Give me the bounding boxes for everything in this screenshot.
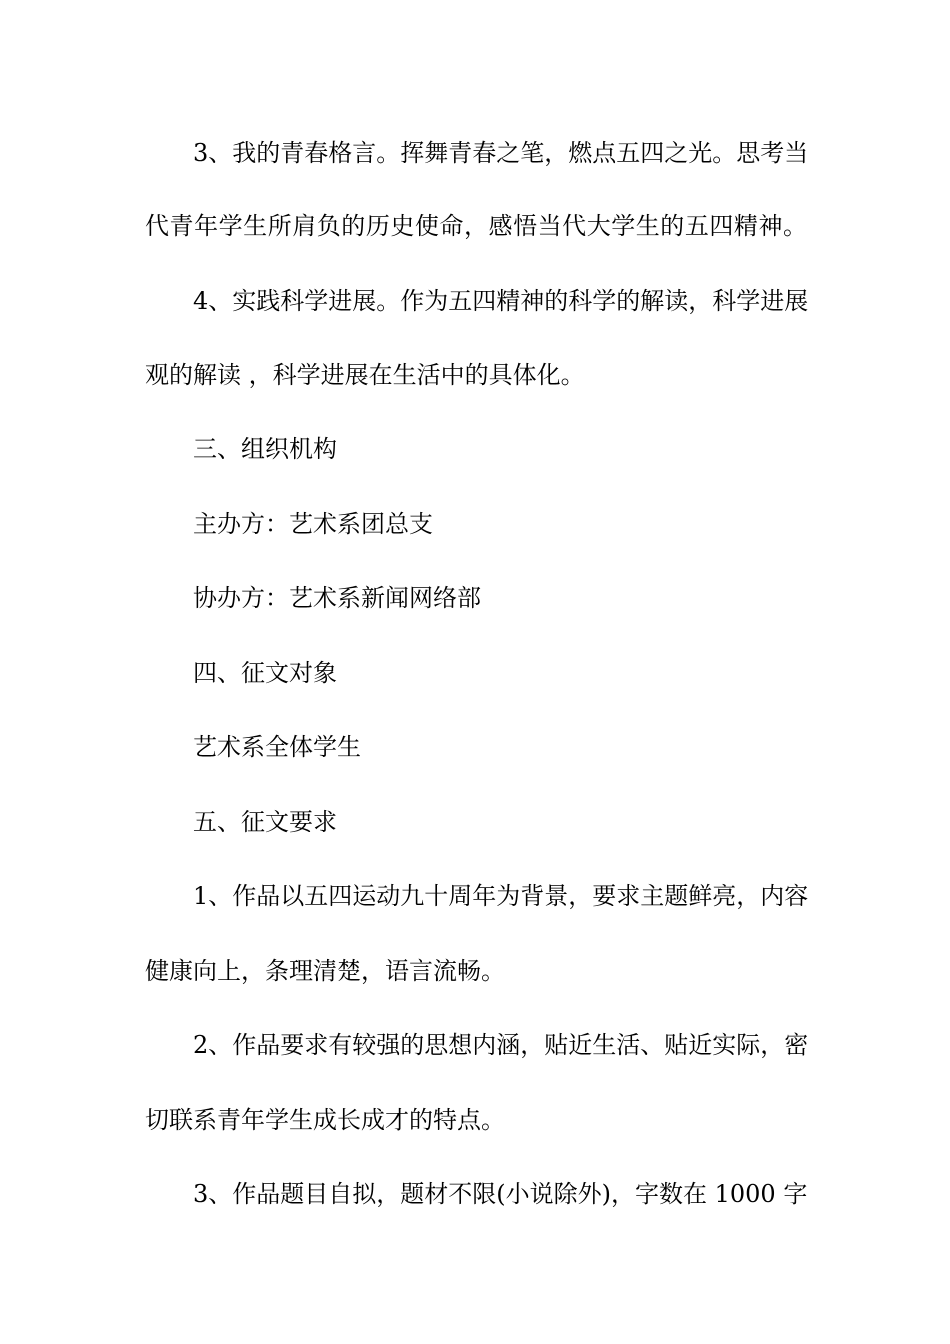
participants-line: 艺术系全体学生 [193, 733, 361, 761]
section-heading-organization: 三、组织机构 [193, 435, 337, 463]
paragraph-item-3-line-1: 3、我的青春格言。挥舞青春之笔，燃点五四之光。思考当 [193, 139, 809, 167]
requirement-2-line-1: 2、作品要求有较强的思想内涵，贴近生活、贴近实际，密 [193, 1031, 809, 1059]
paragraph-item-3-line-2: 代青年学生所肩负的历史使命，感悟当代大学生的五四精神。 [145, 212, 807, 240]
requirement-3-line-1: 3、作品题目自拟，题材不限(小说除外)，字数在 1000 字 [193, 1180, 808, 1208]
paragraph-item-4-line-1: 4、实践科学进展。作为五四精神的科学的解读，科学进展 [193, 287, 809, 315]
section-heading-requirements: 五、征文要求 [193, 808, 337, 836]
requirement-1-line-1: 1、作品以五四运动九十周年为背景，要求主题鲜亮，内容 [193, 882, 809, 910]
co-organizer-line: 协办方：艺术系新闻网络部 [193, 584, 481, 612]
organizer-line: 主办方：艺术系团总支 [193, 510, 433, 538]
section-heading-participants: 四、征文对象 [193, 659, 337, 687]
requirement-1-line-2: 健康向上，条理清楚，语言流畅。 [145, 957, 505, 985]
paragraph-item-4-line-2: 观的解读 ，科学进展在生活中的具体化。 [145, 361, 585, 389]
requirement-2-line-2: 切联系青年学生成长成才的特点。 [145, 1106, 505, 1134]
